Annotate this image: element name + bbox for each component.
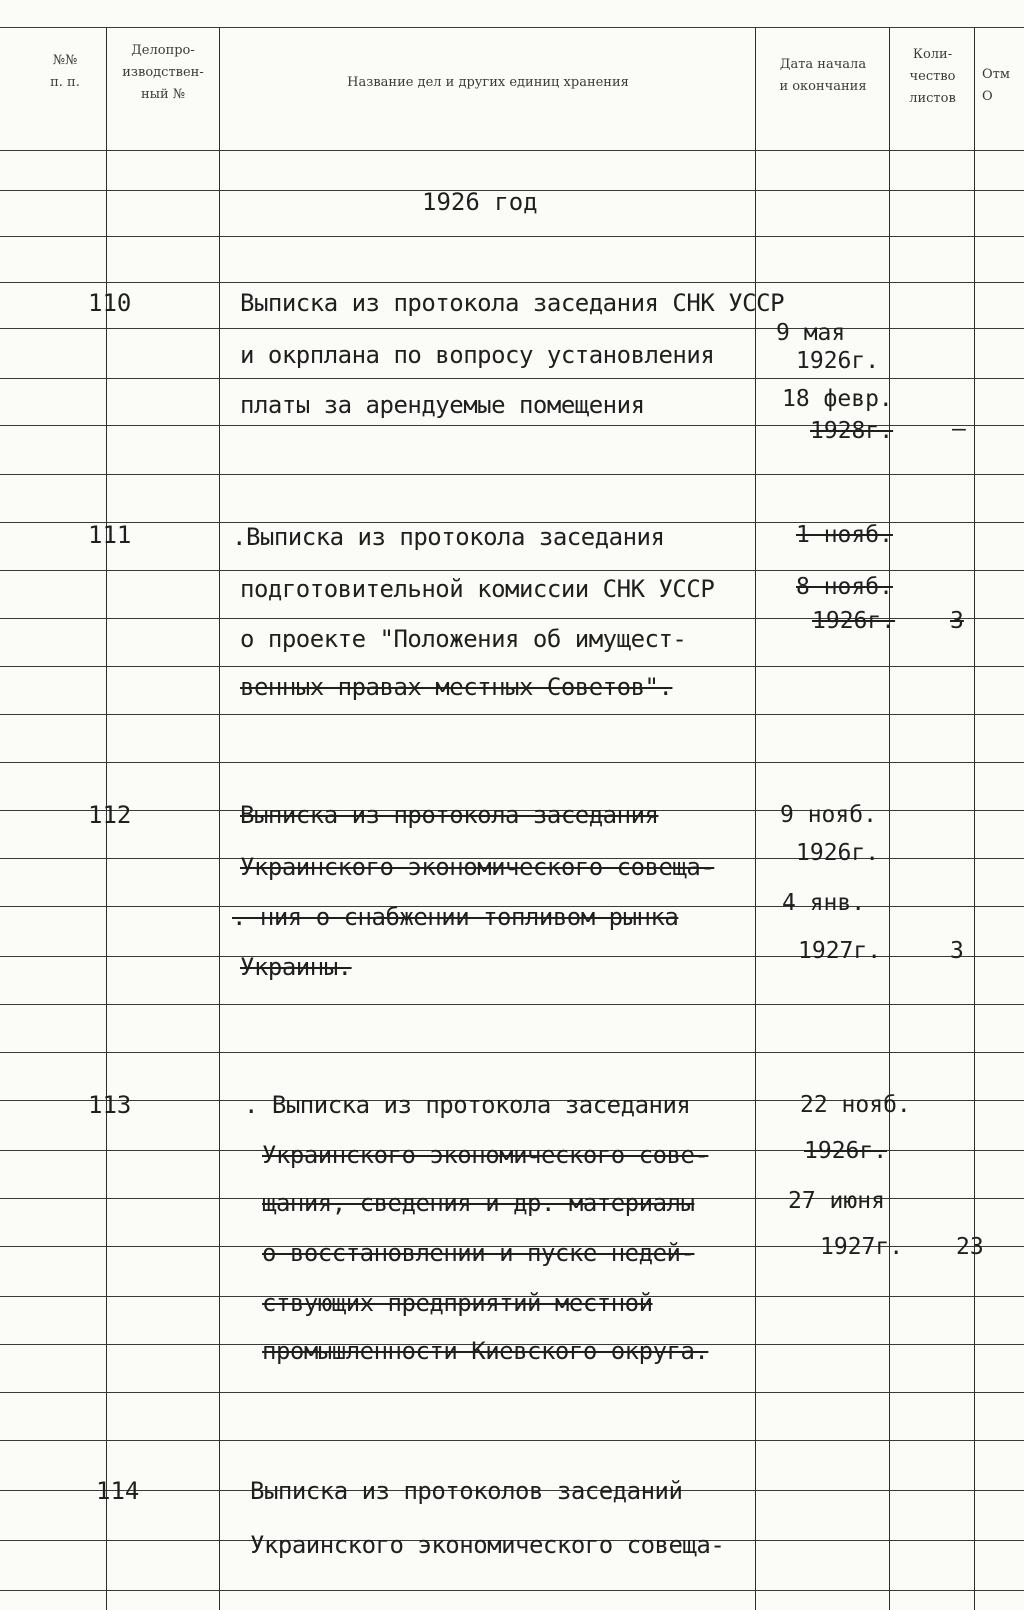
entry-title-line: промышленности Киевского округа. <box>262 1337 709 1365</box>
header-office-number <box>108 40 218 106</box>
header-text: п. п. <box>50 75 80 90</box>
entry-title-line: Украинского экономического совеща- <box>250 1531 725 1559</box>
header-text: О <box>982 89 993 104</box>
entry-number: 114 <box>96 1477 140 1505</box>
entry-title-line: . Выписка из протокола заседания <box>244 1091 691 1119</box>
row-rule <box>0 236 1024 237</box>
entry-sheet-count: 23 <box>956 1234 984 1260</box>
entry-title-line: щания, сведения и др. материалы <box>262 1189 695 1217</box>
entry-sheet-count: – <box>952 416 966 442</box>
entry-date: 8 нояб. <box>796 574 893 600</box>
entry-number: 113 <box>88 1091 132 1119</box>
entry-title-line: Украинского экономического совеща- <box>240 853 715 881</box>
row-rule <box>0 1004 1024 1005</box>
entry-date: 1928г. <box>810 418 894 444</box>
row-rule <box>0 378 1024 379</box>
entry-title-line: .Выписка из протокола заседания <box>232 523 665 551</box>
header-item-number <box>30 50 100 94</box>
header-bottom-rule <box>0 150 1024 151</box>
entry-date: 1927г. <box>798 938 882 964</box>
row-rule <box>0 714 1024 715</box>
row-rule <box>0 666 1024 667</box>
year-heading: 1926 год <box>422 188 538 216</box>
entry-number: 110 <box>88 289 132 317</box>
header-text: Дата начала <box>779 57 867 72</box>
header-dates <box>757 54 889 98</box>
row-rule <box>0 328 1024 329</box>
row-rule <box>0 570 1024 571</box>
entry-date: 22 нояб. <box>800 1092 911 1118</box>
entry-title-line: платы за арендуемые помещения <box>240 391 645 419</box>
header-top-rule <box>0 27 1024 28</box>
entry-title-line: подготовительной комиссии СНК УССР <box>240 575 715 603</box>
header-text: Название дел и других единиц хранения <box>347 75 629 90</box>
header-text: и окончания <box>779 79 867 94</box>
row-rule <box>0 1590 1024 1591</box>
row-rule <box>0 1440 1024 1441</box>
entry-date: 1926г. <box>796 840 880 866</box>
row-rule <box>0 762 1024 763</box>
row-rule <box>0 474 1024 475</box>
entry-title-line: о восстановлении и пуске недей- <box>262 1239 695 1267</box>
header-sheets <box>891 44 974 110</box>
entry-date: 1926г. <box>804 1138 888 1164</box>
header-text: Отм <box>982 67 1010 82</box>
entry-number: 112 <box>88 801 132 829</box>
entry-title-line: о проекте "Положения об имущест- <box>240 625 687 653</box>
entry-date: 18 февр. <box>782 386 893 412</box>
entry-title-line: Выписка из протоколов заседаний <box>250 1477 683 1505</box>
column-divider <box>755 27 756 1610</box>
entry-date: 1926г. <box>812 608 896 634</box>
entry-date: 27 июня <box>788 1188 885 1214</box>
entry-title-line: и окрплана по вопросу установления <box>240 341 715 369</box>
entry-date: 4 янв. <box>782 890 866 916</box>
entry-sheet-count: 3 <box>950 938 964 964</box>
entry-number: 111 <box>88 521 132 549</box>
header-title <box>221 72 755 94</box>
header-text: №№ <box>52 53 78 68</box>
entry-title-line: Украины. <box>240 953 352 981</box>
header-text: ный № <box>140 87 186 102</box>
entry-title-line: Выписка из протокола заседания СНК УССР <box>240 289 785 317</box>
entry-date: 1 нояб. <box>796 522 893 548</box>
header-text: изводствен- <box>122 65 204 80</box>
entry-date: 9 мая <box>776 320 846 346</box>
entry-title-line: ствующих предприятий местной <box>262 1289 653 1317</box>
row-rule <box>0 282 1024 283</box>
header-text: листов <box>909 91 956 106</box>
header-text: чество <box>909 69 956 84</box>
entry-title-line: . ния о снабжении топливом рынка <box>232 903 679 931</box>
header-text: Коли- <box>912 47 953 62</box>
header-text: Делопро- <box>131 43 195 58</box>
entry-date: 1926г. <box>796 348 880 374</box>
column-divider <box>974 27 975 1610</box>
entry-date: 1927г. <box>820 1234 904 1260</box>
column-divider <box>219 27 220 1610</box>
header-notes <box>982 64 1024 108</box>
entry-title-line: Выписка из протокола заседания <box>240 801 659 829</box>
entry-date: 9 нояб. <box>780 802 877 828</box>
entry-sheet-count: 3 <box>950 608 964 634</box>
entry-title-line: венных правах местных Советов". <box>240 673 673 701</box>
row-rule <box>0 1392 1024 1393</box>
entry-title-line: Украинского экономического сове- <box>262 1141 709 1169</box>
column-divider <box>889 27 890 1610</box>
row-rule <box>0 1052 1024 1053</box>
